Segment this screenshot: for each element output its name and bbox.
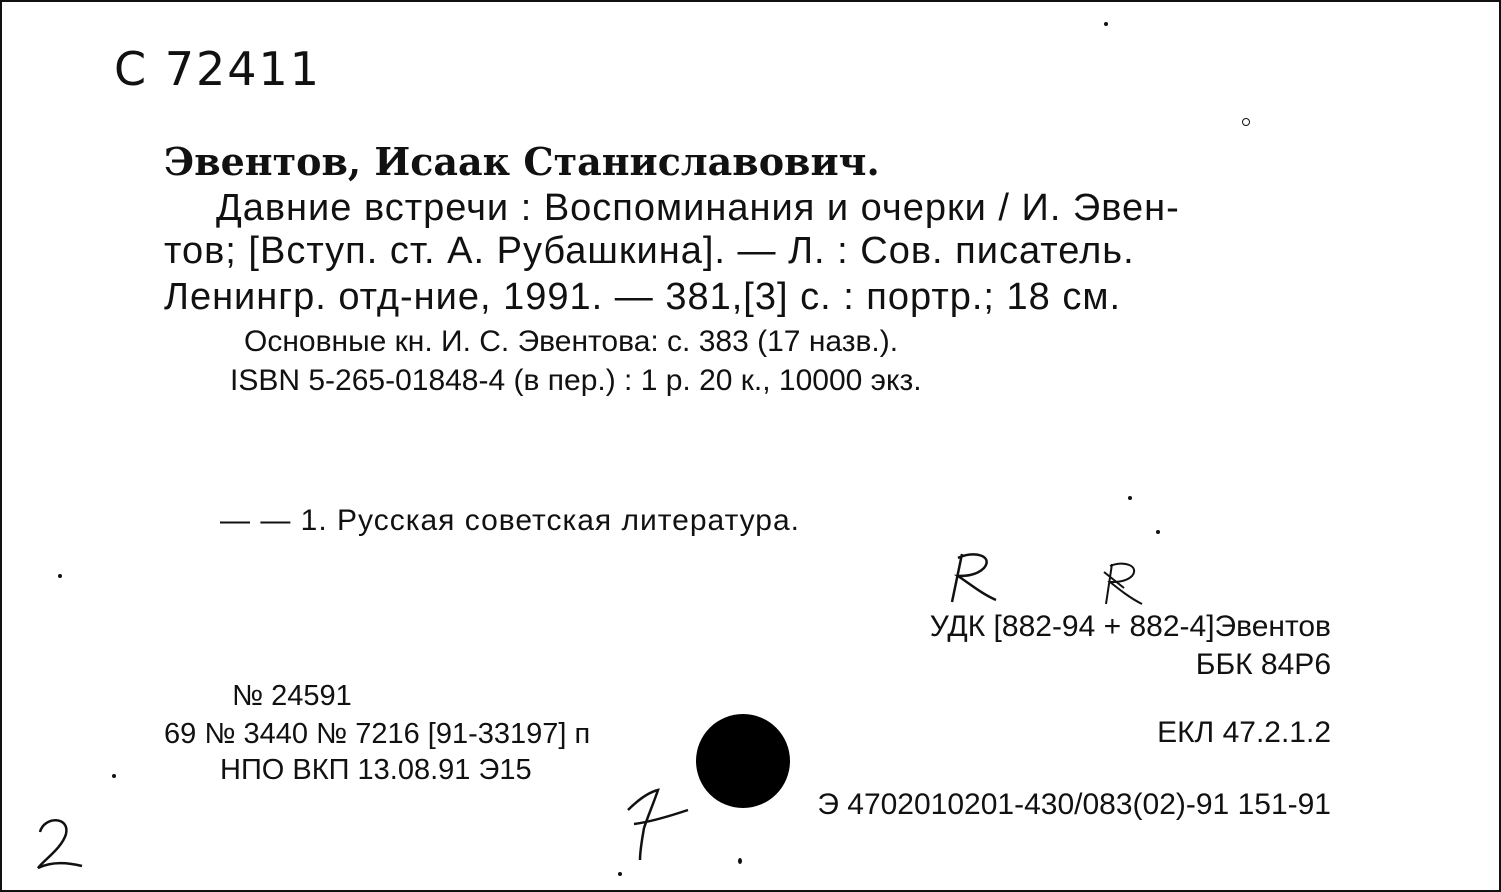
bibliography-note: Основные кн. И. С. Эвентова: с. 383 (17 назв.). xyxy=(244,325,899,358)
speck xyxy=(1128,496,1132,500)
description-line-3: Ленингр. отд-ние, 1991. — 381,[3] с. : портр.; 18 см. xyxy=(164,276,1122,318)
description-line-2: тов; [Вступ. ст. А. Рубашкина]. — Л. : Сов. писатель. xyxy=(164,230,1135,272)
handwritten-mark-r2 xyxy=(1094,558,1150,614)
speck xyxy=(58,574,62,578)
description-line-1: Давние встречи : Воспоминания и очерки / И. Эвен- xyxy=(216,187,1180,229)
speck xyxy=(1242,118,1250,126)
speck xyxy=(1104,22,1108,26)
speck xyxy=(738,858,742,864)
speck xyxy=(618,872,622,876)
classification-code: Э 4702010201-430/083(02)-91 151-91 xyxy=(817,788,1331,821)
author-heading: Эвентов, Исаак Станиславович. xyxy=(164,139,880,184)
print-line-1: № 24591 xyxy=(232,680,352,712)
handwritten-mark-r1 xyxy=(938,548,1008,610)
call-number: С 72411 xyxy=(114,42,322,96)
handwritten-number-7 xyxy=(614,780,694,864)
handwritten-number-2 xyxy=(30,812,90,874)
print-line-2: 69 № 3440 № 7216 [91-33197] п xyxy=(164,718,591,750)
bbk-code: ББК 84Р6 xyxy=(1195,648,1331,681)
print-line-3: НПО ВКП 13.08.91 Э15 xyxy=(220,754,532,786)
udk-code: УДК [882-94 + 882-4]Эвентов xyxy=(929,610,1331,643)
isbn-note: ISBN 5-265-01848-4 (в пер.) : 1 р. 20 к., 10000 экз. xyxy=(230,364,922,397)
ekl-code: ЕКЛ 47.2.1.2 xyxy=(1157,716,1331,749)
speck xyxy=(112,774,116,778)
punch-hole xyxy=(696,714,790,808)
speck xyxy=(1156,530,1160,534)
subject-heading: — — 1. Русская советская литература. xyxy=(220,504,801,537)
